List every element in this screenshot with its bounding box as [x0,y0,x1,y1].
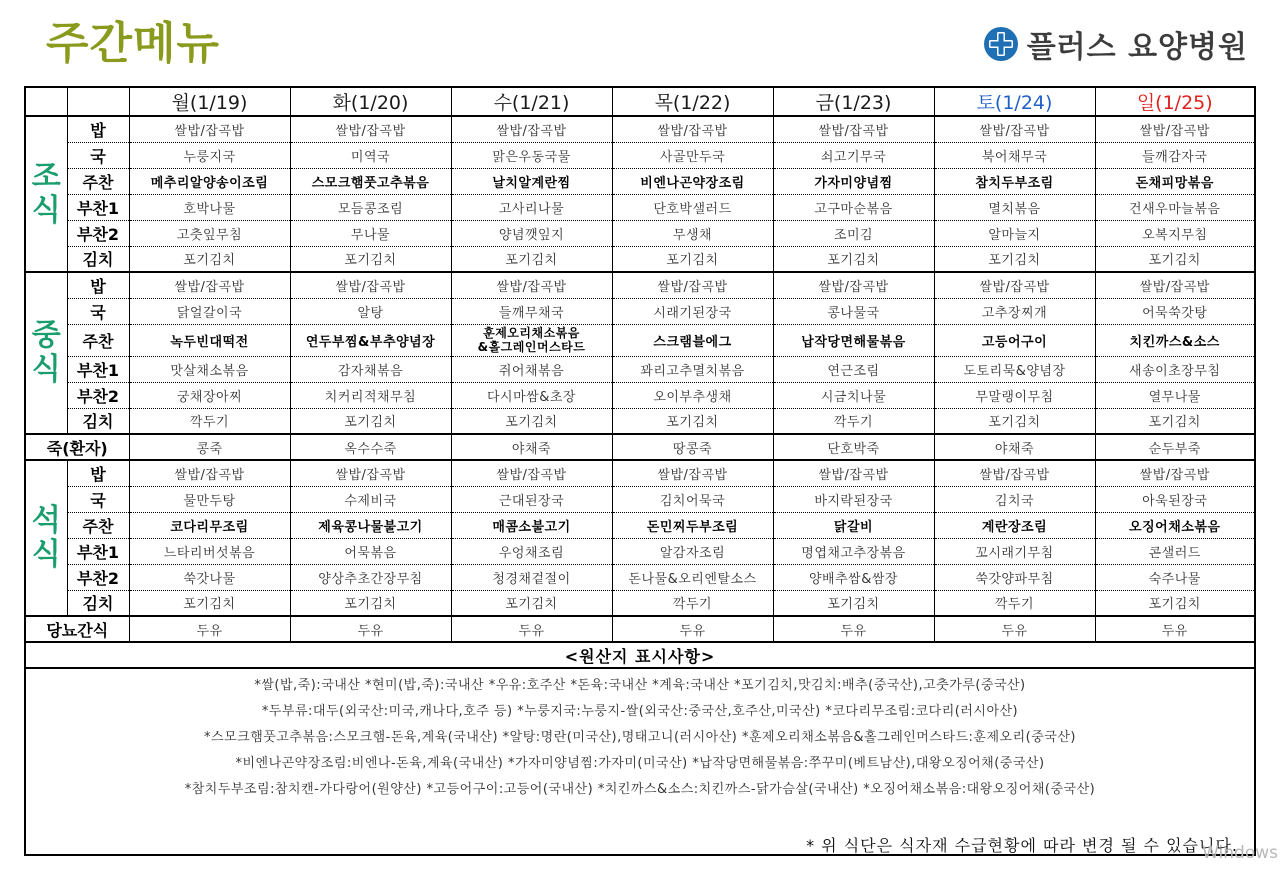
menu-cell: 녹두빈대떡전 [129,324,290,356]
menu-cell: 포기김치 [451,408,612,434]
change-notice: * 위 식단은 식자재 수급현황에 따라 변경 될 수 있습니다. [806,836,1238,855]
meal-label-char: 식 [31,193,61,228]
menu-cell: 새송이초장무침 [1095,356,1255,382]
origin-line: *비엔나곤약장조림:비엔나-돈육,계육(국내산) *가자미양념찜:가자미(미국산) *납작당면해물볶음:쭈꾸미(베트남산),대왕오징어채(중국산) [235,756,1045,771]
menu-cell: 포기김치 [773,590,934,616]
menu-cell: 쌀밥/잡곡밥 [934,116,1095,142]
menu-cell: 알마늘지 [934,220,1095,246]
menu-cell: 김치어묵국 [612,486,773,512]
menu-cell: 고사리나물 [451,194,612,220]
menu-cell: 제육콩나물불고기 [290,512,451,538]
meal-label-char: 석 [31,503,61,538]
menu-cell: 쑥갓양파무침 [934,564,1095,590]
menu-cell: 시금치나물 [773,382,934,408]
menu-cell: 조미김 [773,220,934,246]
menu-cell: 맑은우동국물 [451,142,612,168]
menu-cell: 쌀밥/잡곡밥 [934,272,1095,298]
menu-cell-line: 훈제오리채소볶음 [483,326,580,340]
menu-cell: 쌀밥/잡곡밥 [290,272,451,298]
menu-cell: 도토리묵&양념장 [934,356,1095,382]
menu-cell: 바지락된장국 [773,486,934,512]
menu-cell: 쥐어채볶음 [451,356,612,382]
menu-cell: 포기김치 [290,408,451,434]
menu-cell: 고춧잎무침 [129,220,290,246]
origin-body-row [25,668,1255,855]
menu-row [25,142,1255,168]
category-label: 밥 [67,116,129,142]
menu-row [25,590,1255,616]
menu-cell: 단호박샐러드 [612,194,773,220]
menu-cell: 쌀밥/잡곡밥 [934,460,1095,486]
menu-cell: 사골만두국 [612,142,773,168]
menu-cell: 쑥갓나물 [129,564,290,590]
menu-cell: 아욱된장국 [1095,486,1255,512]
windows-watermark: Windows [1202,843,1278,863]
menu-row [25,246,1255,272]
menu-cell: 쌀밥/잡곡밥 [451,272,612,298]
menu-cell: 우엉채조림 [451,538,612,564]
menu-cell: 닭얼갈이국 [129,298,290,324]
menu-cell: 어묵볶음 [290,538,451,564]
category-label: 김치 [67,246,129,272]
menu-cell: 치킨까스&소스 [1095,324,1255,356]
menu-cell: 다시마쌈&초장 [451,382,612,408]
category-label: 주찬 [67,324,129,356]
menu-cell: 두유 [934,616,1095,642]
menu-cell: 땅콩죽 [612,434,773,460]
day-header-row [25,87,1255,116]
category-label: 부찬2 [67,220,129,246]
menu-cell: 납작당면해물볶음 [773,324,934,356]
menu-cell: 두유 [451,616,612,642]
menu-cell: 쌀밥/잡곡밥 [290,460,451,486]
meal-label-char: 조 [31,159,61,194]
origin-line: *두부류:대두(외국산:미국,캐나다,호주 등) *누룽지국:누룽지-쌀(외국산:중국산,호주산,미국산) *코다리무조림:코다리(러시아산) [261,704,1019,719]
menu-cell: 가자미양념찜 [773,168,934,194]
menu-cell: 무말랭이무침 [934,382,1095,408]
menu-cell: 두유 [290,616,451,642]
category-label: 국 [67,486,129,512]
menu-cell: 연근조림 [773,356,934,382]
menu-cell: 고구마순볶음 [773,194,934,220]
menu-cell: 누룽지국 [129,142,290,168]
menu-cell: 무생채 [612,220,773,246]
menu-cell: 쌀밥/잡곡밥 [1095,116,1255,142]
menu-cell: 양념깻잎지 [451,220,612,246]
menu-row [25,460,1255,486]
menu-cell: 쌀밥/잡곡밥 [773,116,934,142]
menu-cell: 쌀밥/잡곡밥 [612,460,773,486]
menu-row [25,220,1255,246]
menu-cell: 물만두탕 [129,486,290,512]
menu-cell: 들깨무채국 [451,298,612,324]
menu-cell: 포기김치 [934,408,1095,434]
menu-row [25,272,1255,298]
menu-cell: 오징어채소볶음 [1095,512,1255,538]
menu-cell: 순두부죽 [1095,434,1255,460]
menu-cell: 쌀밥/잡곡밥 [1095,460,1255,486]
menu-cell: 고등어구이 [934,324,1095,356]
menu-cell: 꽈리고추멸치볶음 [612,356,773,382]
menu-cell: 쌀밥/잡곡밥 [1095,272,1255,298]
menu-cell: 돈나물&오리엔탈소스 [612,564,773,590]
menu-cell: 쌀밥/잡곡밥 [773,460,934,486]
origin-line: *쌀(밥,죽):국내산 *현미(밥,죽):국내산 *우유:호주산 *돈육:국내산 *계육:국내산 *포기김치,맛김치:배추(중국산),고춧가루(중국산) [254,678,1026,693]
menu-cell: 포기김치 [1095,408,1255,434]
menu-row [25,324,1255,356]
menu-row [25,116,1255,142]
origin-title-row [25,642,1255,668]
day-header: 화(1/20) [290,87,451,116]
category-label: 김치 [67,408,129,434]
menu-row [25,538,1255,564]
porridge-label: 죽(환자) [25,434,129,460]
plus-cross-icon [983,26,1019,62]
menu-cell: 야채죽 [451,434,612,460]
meal-label [25,116,67,272]
menu-row [25,512,1255,538]
menu-cell: 쌀밥/잡곡밥 [773,272,934,298]
menu-cell: 열무나물 [1095,382,1255,408]
menu-cell: 깍두기 [129,408,290,434]
menu-cell: 쌀밥/잡곡밥 [129,460,290,486]
menu-cell: 알탕 [290,298,451,324]
menu-cell: 쌀밥/잡곡밥 [451,460,612,486]
menu-cell: 돈채피망볶음 [1095,168,1255,194]
menu-cell: 깍두기 [934,590,1095,616]
weekly-menu-table [24,86,1256,856]
menu-cell: 꼬시래기무침 [934,538,1095,564]
meal-label-char: 식 [31,352,61,387]
menu-cell: 쇠고기무국 [773,142,934,168]
menu-cell: 양배추쌈&쌈장 [773,564,934,590]
menu-cell: 청경채겉절이 [451,564,612,590]
menu-cell [451,324,612,356]
menu-cell: 포기김치 [451,590,612,616]
origin-title: <원산지 표시사항> [25,642,1255,668]
diabetic-snack-label: 당뇨간식 [25,616,129,642]
menu-cell: 김치국 [934,486,1095,512]
menu-cell: 콘샐러드 [1095,538,1255,564]
menu-cell: 멸치볶음 [934,194,1095,220]
origin-body [25,668,1255,855]
hospital-logo [983,22,1248,66]
menu-cell: 야채죽 [934,434,1095,460]
menu-cell: 두유 [773,616,934,642]
menu-cell: 오복지무침 [1095,220,1255,246]
menu-cell: 코다리무조림 [129,512,290,538]
menu-cell: 쌀밥/잡곡밥 [129,272,290,298]
category-label: 부찬1 [67,194,129,220]
menu-cell: 참치두부조림 [934,168,1095,194]
menu-cell: 오이부추생채 [612,382,773,408]
menu-cell: 날치알계란찜 [451,168,612,194]
menu-cell: 양상추초간장무침 [290,564,451,590]
hospital-name: 플러스 요양병원 [1026,30,1248,65]
category-label: 국 [67,142,129,168]
diabetic-snack-row [25,616,1255,642]
menu-cell: 맛살채소볶음 [129,356,290,382]
menu-cell: 무나물 [290,220,451,246]
menu-cell: 쌀밥/잡곡밥 [290,116,451,142]
menu-cell: 치커리적채무침 [290,382,451,408]
menu-cell: 모듬콩조림 [290,194,451,220]
menu-cell: 포기김치 [290,246,451,272]
category-label: 부찬1 [67,356,129,382]
category-label: 부찬1 [67,538,129,564]
menu-cell: 근대된장국 [451,486,612,512]
menu-cell: 쌀밥/잡곡밥 [612,272,773,298]
day-header: 월(1/19) [129,87,290,116]
menu-cell: 깍두기 [612,590,773,616]
menu-cell: 깍두기 [773,408,934,434]
category-label: 밥 [67,272,129,298]
menu-cell: 포기김치 [612,246,773,272]
menu-cell: 포기김치 [1095,246,1255,272]
menu-cell: 돈민찌두부조림 [612,512,773,538]
category-label: 주찬 [67,168,129,194]
menu-cell: 스모크햄풋고추볶음 [290,168,451,194]
menu-cell: 스크램블에그 [612,324,773,356]
menu-cell: 비엔나곤약장조림 [612,168,773,194]
menu-cell-line: &홀그레인머스타드 [477,340,586,354]
menu-cell: 두유 [612,616,773,642]
menu-row [25,382,1255,408]
menu-cell: 포기김치 [129,246,290,272]
menu-cell: 두유 [1095,616,1255,642]
menu-cell: 쌀밥/잡곡밥 [129,116,290,142]
menu-cell: 느타리버섯볶음 [129,538,290,564]
menu-row [25,356,1255,382]
category-label: 밥 [67,460,129,486]
menu-cell: 포기김치 [1095,590,1255,616]
menu-cell: 메추리알양송이조림 [129,168,290,194]
meal-label-char: 중 [31,318,61,353]
menu-row [25,194,1255,220]
menu-cell: 수제비국 [290,486,451,512]
meal-label [25,460,67,616]
corner-cell [67,87,129,116]
menu-cell: 감자채볶음 [290,356,451,382]
menu-row [25,408,1255,434]
menu-cell: 포기김치 [612,408,773,434]
menu-cell: 닭갈비 [773,512,934,538]
menu-cell: 명엽채고추장볶음 [773,538,934,564]
menu-cell: 쌀밥/잡곡밥 [451,116,612,142]
menu-cell: 포기김치 [451,246,612,272]
day-header: 금(1/23) [773,87,934,116]
menu-cell: 포기김치 [129,590,290,616]
meal-label [25,272,67,434]
menu-cell: 숙주나물 [1095,564,1255,590]
menu-cell: 연두부찜&부추양념장 [290,324,451,356]
corner-cell [25,87,67,116]
menu-cell: 알감자조림 [612,538,773,564]
menu-cell: 매콤소불고기 [451,512,612,538]
category-label: 부찬2 [67,382,129,408]
menu-row [25,486,1255,512]
menu-cell: 호박나물 [129,194,290,220]
day-header: 일(1/25) [1095,87,1255,116]
category-label: 주찬 [67,512,129,538]
menu-row [25,298,1255,324]
menu-cell: 고추장찌개 [934,298,1095,324]
menu-cell: 단호박죽 [773,434,934,460]
meal-label-char: 식 [31,537,61,572]
menu-cell: 궁채장아찌 [129,382,290,408]
porridge-row [25,434,1255,460]
menu-cell: 포기김치 [934,246,1095,272]
menu-cell: 콩죽 [129,434,290,460]
menu-cell: 두유 [129,616,290,642]
origin-line: *스모크햄풋고추볶음:스모크햄-돈육,계육(국내산) *알탕:명란(미국산),명태고니(러시아산) *훈제오리채소볶음&홀그레인머스타드:훈제오리(중국산) [204,730,1076,745]
day-header: 목(1/22) [612,87,773,116]
origin-line: *참치두부조림:참치캔-가다랑어(원양산) *고등어구이:고등어(국내산) *치킨까스&소스:치킨까스-닭가슴살(국내산) *오징어채소볶음:대왕오징어채(중국산) [184,782,1096,797]
category-label: 국 [67,298,129,324]
menu-cell: 어묵쑥갓탕 [1095,298,1255,324]
menu-cell: 북어채무국 [934,142,1095,168]
menu-cell: 콩나물국 [773,298,934,324]
menu-cell: 미역국 [290,142,451,168]
menu-cell: 들깨감자국 [1095,142,1255,168]
menu-cell: 건새우마늘볶음 [1095,194,1255,220]
menu-row [25,168,1255,194]
category-label: 김치 [67,590,129,616]
menu-row [25,564,1255,590]
menu-cell: 포기김치 [773,246,934,272]
menu-cell: 옥수수죽 [290,434,451,460]
menu-cell: 포기김치 [290,590,451,616]
category-label: 부찬2 [67,564,129,590]
menu-cell: 쌀밥/잡곡밥 [612,116,773,142]
page-title: 주간메뉴 [46,18,221,69]
day-header: 수(1/21) [451,87,612,116]
day-header: 토(1/24) [934,87,1095,116]
menu-cell: 계란장조림 [934,512,1095,538]
menu-cell: 시래기된장국 [612,298,773,324]
